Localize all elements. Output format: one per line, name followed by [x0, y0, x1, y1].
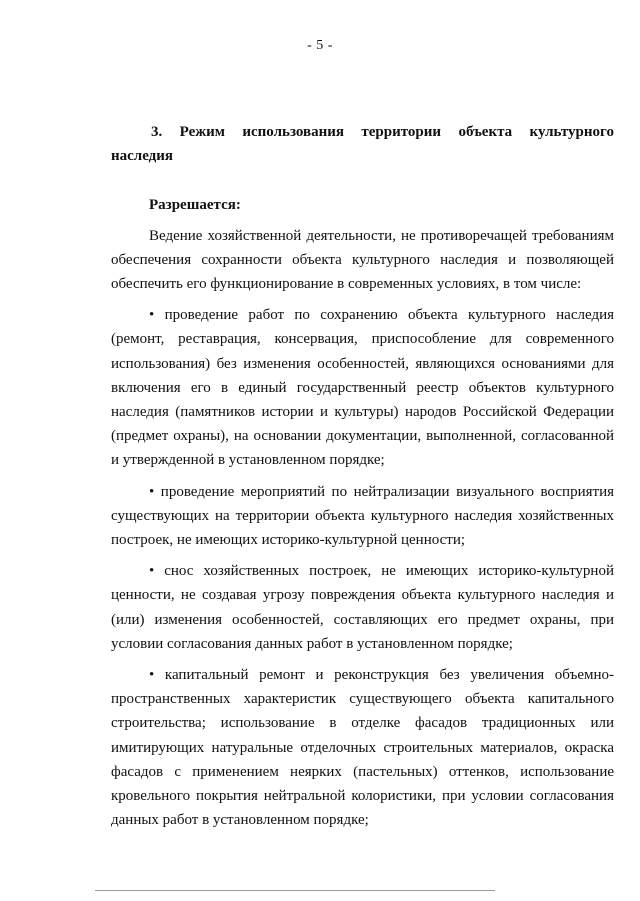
bullet-item: • капитальный ремонт и реконструкция без увеличения объемно-пространственных характеристик существующего объекта капитального строительства; использование в отделке фасадов традиционных или имитирующих натуральные отделочных строительных материалов, окраска фасадов с применением неярких (пастельных) оттенков, использование кровельного покрытия нейтральной колористики, при условии согласования данных работ в установленном порядке; — [111, 667, 614, 829]
page-number: - 5 - — [307, 38, 333, 53]
section-heading-line2: наследия — [111, 148, 174, 165]
intro-paragraph: Ведение хозяйственной деятельности, не противоречащей требованиям обеспечения сохранности объекта культурного наследия и позволяющей обеспечить его функционирование в современных условиях, в том числе: — [111, 227, 614, 293]
bullet-item: • проведение мероприятий по нейтрализации визуального восприятия существующих на территории объекта культурного наследия хозяйственных построек, не имеющих историко-культурной ценности; — [111, 483, 614, 549]
bullet-item: • проведение работ по сохранению объекта культурного наследия (ремонт, реставрация, консервация, приспособление для современного использования) без изменения особенностей, являющихся основаниями для включения его в единый государственный реестр объектов культурного наследия (памятников истории и культуры) народов Российской Федерации (предмет охраны), на основании документации, выполненной, согласованной и утвержденной в установленном порядке; — [111, 307, 614, 469]
section-title-word: использования — [242, 124, 345, 140]
section-number: 3. — [151, 124, 163, 140]
section-title-word: объекта — [458, 124, 513, 140]
section-heading — [111, 120, 614, 168]
section-title-word: культурного — [529, 124, 614, 140]
bullet-item: • снос хозяйственных построек, не имеющих историко-культурной ценности, не создавая угрозу повреждения объекта культурного наследия и (или) изменения особенностей, составляющих его предмет охраны, при условии согласования данных работ в установленном порядке; — [111, 563, 614, 652]
document-body — [111, 120, 614, 832]
section-title-word: территории — [361, 124, 442, 140]
allowed-label: Разрешается: — [149, 197, 241, 214]
bottom-rule-divider — [95, 890, 495, 891]
section-title-word: Режим — [179, 124, 225, 140]
section-heading-line1 — [111, 120, 614, 144]
